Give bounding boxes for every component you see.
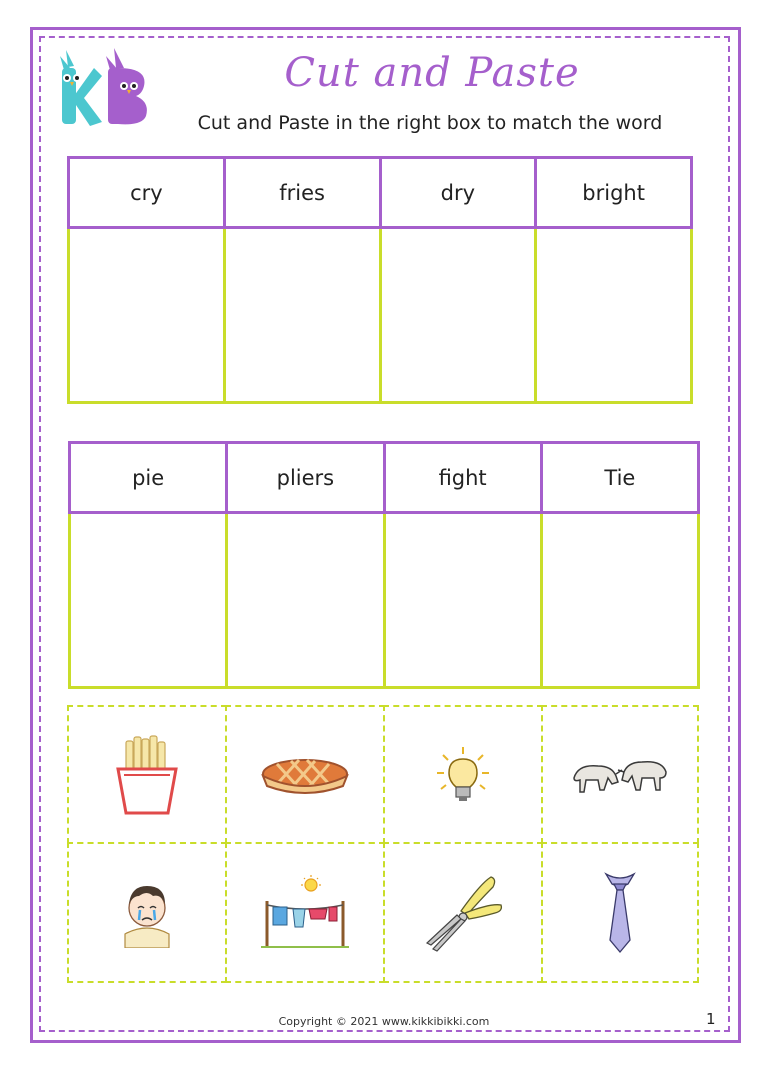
paste-box[interactable] — [224, 228, 380, 403]
clothes-line-icon — [257, 875, 353, 951]
instruction-text: Cut and Paste in the right box to match the word — [197, 112, 663, 134]
cutout-cell[interactable] — [67, 705, 227, 844]
page-number: 1 — [706, 1010, 716, 1028]
cutout-cell[interactable] — [541, 842, 699, 983]
word-cell: bright — [536, 158, 692, 228]
pie-icon — [257, 750, 353, 800]
paste-box[interactable] — [384, 513, 541, 688]
word-cell: pie — [70, 443, 227, 513]
cutout-cell[interactable] — [225, 705, 385, 844]
word-cell: Tie — [541, 443, 698, 513]
paste-box[interactable] — [541, 513, 698, 688]
copyright-footer: Copyright © 2021 www.kikkibikki.com — [278, 1015, 490, 1028]
word-table-1 — [67, 156, 693, 404]
word-cell: fight — [384, 443, 541, 513]
cutout-grid — [67, 705, 699, 983]
word-cell: dry — [380, 158, 536, 228]
light-bulb-icon — [435, 745, 491, 805]
word-table-2 — [68, 441, 700, 689]
cutout-cell[interactable] — [383, 842, 543, 983]
fries-icon — [112, 735, 182, 815]
paste-box[interactable] — [380, 228, 536, 403]
kikkibikki-logo — [52, 46, 152, 130]
pliers-icon — [421, 873, 505, 953]
tie-icon — [600, 870, 640, 956]
crying-boy-icon — [117, 878, 177, 948]
word-cell: fries — [224, 158, 380, 228]
word-cell: cry — [69, 158, 225, 228]
paste-box[interactable] — [70, 513, 227, 688]
fighting-bulls-icon — [568, 750, 672, 800]
paste-box[interactable] — [227, 513, 384, 688]
paste-box[interactable] — [536, 228, 692, 403]
paste-box[interactable] — [69, 228, 225, 403]
cutout-cell[interactable] — [67, 842, 227, 983]
cutout-cell[interactable] — [383, 705, 543, 844]
cutout-cell[interactable] — [225, 842, 385, 983]
page-title: Cut and Paste — [284, 50, 580, 96]
word-cell: pliers — [227, 443, 384, 513]
cutout-cell[interactable] — [541, 705, 699, 844]
